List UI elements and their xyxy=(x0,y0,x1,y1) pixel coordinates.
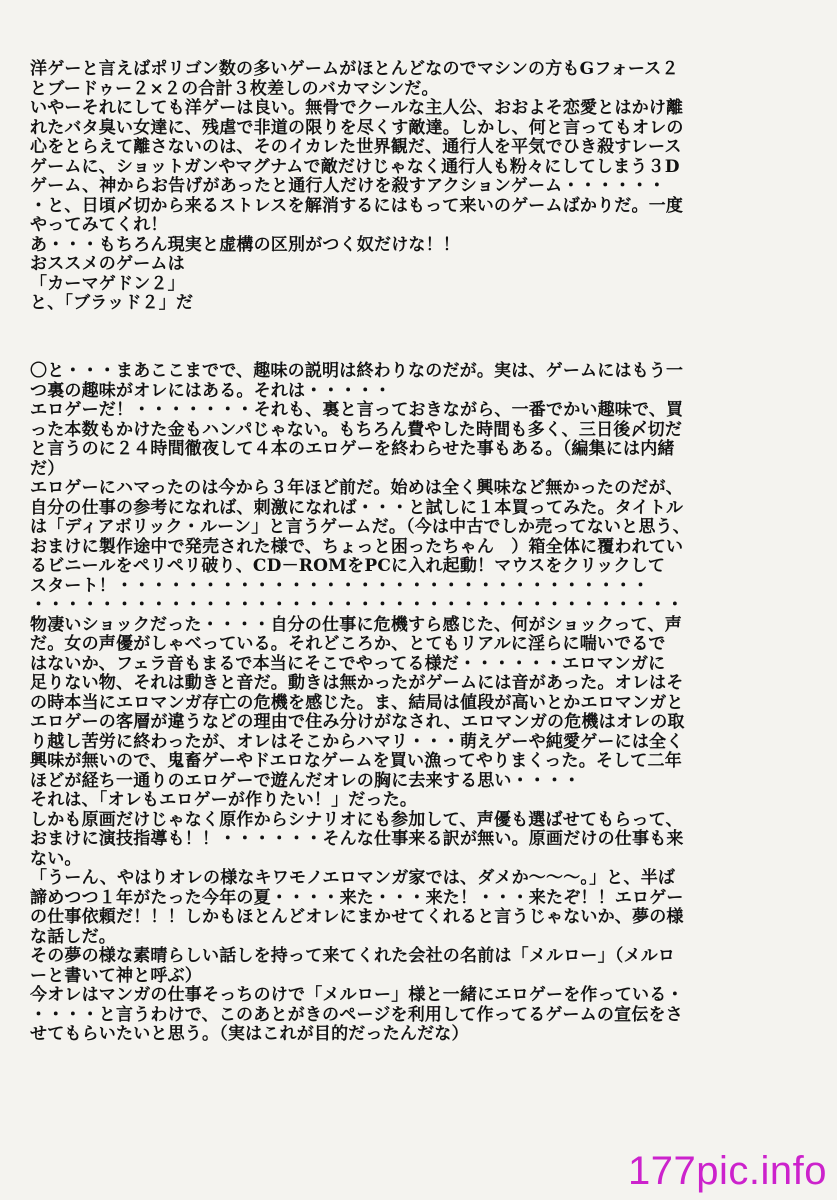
text-line: 足りない物、それは動きと音だ。動きは無かったがゲームには音があった。オレはそ xyxy=(30,673,684,693)
text-line: 諦めつつ１年がたった今年の夏・・・・来た・・・来た！・・・来たぞ！！エロゲー xyxy=(30,887,684,908)
text-line: るビニールをペリペリ破り、CD－ROMをPCに入れ起動！マウスをクリックして xyxy=(30,556,666,576)
text-line: れたバタ臭い女達に、残虐で非道の限りを尽くす敵達。しかし、何と言ってもオレの xyxy=(30,117,684,138)
text-line: エロゲーだ！・・・・・・・それも、裏と言っておきながら、一番でかい趣味で、買 xyxy=(30,400,684,420)
text-block-western-games xyxy=(30,60,807,314)
text-line: と、「ブラッド２」だ xyxy=(30,293,194,313)
text-line: 〇と・・・まあここまでで、趣味の説明は終わりなのだが。実は、ゲームにはもう一 xyxy=(30,361,684,381)
text-line: つ裏の趣味がオレにはある。それは・・・・・ xyxy=(30,380,392,401)
text-line: 「うーん、やはりオレの様なキワモノエロマンガ家では、ダメか～～～。」と、半ば xyxy=(30,868,676,888)
text-line: 心をとらえて離さないのは、そのイカレた世界観だ、通行人を平気でひき殺すレース xyxy=(30,137,682,157)
text-line: ーと書いて神と呼ぶ） xyxy=(30,965,202,986)
site-watermark: 177pic.info xyxy=(628,1149,827,1193)
text-line: いやーそれにしても洋ゲーは良い。無骨でクールな主人公、おおよそ恋愛とはかけ離 xyxy=(30,98,684,118)
text-line: 興味が無いので、鬼畜ゲーやドエロなゲームを買い漁ってやりまくった。そして二年 xyxy=(30,751,682,771)
text-line: 洋ゲーと言えばポリゴン数の多いゲームがほとんどなのでマシンの方もGフォース２ xyxy=(30,59,679,79)
text-line: 自分の仕事の参考になれば、刺激になれば・・・と試しに１本買ってみた。タイトル xyxy=(30,497,684,518)
text-line: り越し苦労に終わったが、オレはそこからハマリ・・・萌えゲーや純愛ゲーには全く xyxy=(30,731,684,752)
text-line: ゲーム、神からお告げがあったと通行人だけを殺すアクションゲーム・・・・・・ xyxy=(30,176,666,196)
text-line: エロゲーの客層が違うなどの理由で住み分けがなされ、エロマンガの危機はオレの取 xyxy=(30,712,685,732)
text-line: だ） xyxy=(30,458,65,479)
text-line: ・と、日頃〆切から来るストレスを解消するにはもって来いのゲームばかりだ。一度 xyxy=(30,195,684,216)
text-line: の時本当にエロマンガ存亡の危機を感じた。ま、結局は値段が高いとかエロマンガと xyxy=(30,692,684,713)
text-line: せてもらいたいと思う。（実はこれが目的だったんだな） xyxy=(30,1024,469,1044)
text-line: の仕事依頼だ！！！しかもほとんどオレにまかせてくれると言うじゃないか、夢の様 xyxy=(30,907,684,927)
text-line: それは、「オレもエロゲーが作りたい！」だった。 xyxy=(30,790,418,810)
text-line: おススメのゲームは xyxy=(30,254,185,274)
text-line: った本数もかけた金もハンパじゃない。もちろん費やした時間も多く、三日後〆切だ xyxy=(30,419,683,440)
text-line: ゲームに、ショットガンやマグナムで敵だけじゃなく通行人も粉々にしてしまう３D xyxy=(30,156,680,177)
text-line: しかも原画だけじゃなく原作からシナリオにも参加して、声優も選ばせてもらって、 xyxy=(30,809,683,830)
text-line: はないか、フェラ音もまるで本当にそこでやってる様だ・・・・・・エロマンガに xyxy=(30,653,666,674)
text-line: とブードゥー２×２の合計３枚差しのバカマシンだ。 xyxy=(30,78,439,99)
text-line: な話しだ。 xyxy=(30,926,116,947)
text-line: あ・・・もちろん現実と虚構の区別がつく奴だけな！！ xyxy=(30,234,460,255)
text-line: 今オレはマンガの仕事そっちのけで「メルロー」様と一緒にエロゲーを作っている・ xyxy=(30,985,684,1005)
text-block-eroge xyxy=(30,362,807,1045)
text-line: おまけに演技指導も！！・・・・・・そんな仕事来る訳が無い。原画だけの仕事も来 xyxy=(30,829,684,849)
text-line: は「ディアボリック・ルーン」と言うゲームだ。（今は中古でしか売ってないと思う、 xyxy=(30,517,690,537)
text-line: やってみてくれ！ xyxy=(30,215,168,235)
text-line: と言うのに２４時間徹夜して４本のエロゲーを終わらせた事もある。（編集には内緒 xyxy=(30,439,675,459)
text-line: スタート！・・・・・・・・・・・・・・・・・・・・・・・・・・・・・・・ xyxy=(30,575,650,596)
text-line: その夢の様な素晴らしい話しを持って来てくれた会社の名前は「メルロー」（メルロ xyxy=(30,946,676,966)
text-line: ・・・・・・・・・・・・・・・・・・・・・・・・・・・・・・・・・・・・・・ xyxy=(30,595,684,615)
text-line: 物凄いショックだった・・・・自分の仕事に危機すら感じた、何がショックって、声 xyxy=(30,614,682,635)
text-line: ほどが経ち一通りのエロゲーで遊んだオレの胸に去来する思い・・・・ xyxy=(30,770,581,791)
text-line: だ。女の声優がしゃべっている。それどころか、とてもリアルに淫らに喘いでるで xyxy=(30,634,666,654)
text-line: ない。 xyxy=(30,848,82,869)
text-line: ・・・・と言うわけで、このあとがきのページを利用して作ってるゲームの宣伝をさ xyxy=(30,1004,683,1025)
text-line: エロゲーにハマったのは今から３年ほど前だ。始めは全く興味など無かったのだが、 xyxy=(30,478,683,498)
text-line: 「カーマゲドン２」 xyxy=(30,273,185,294)
text-line: おまけに製作途中で発売された様で、ちょっと困ったちゃん ）箱全体に覆われてい xyxy=(30,536,684,557)
